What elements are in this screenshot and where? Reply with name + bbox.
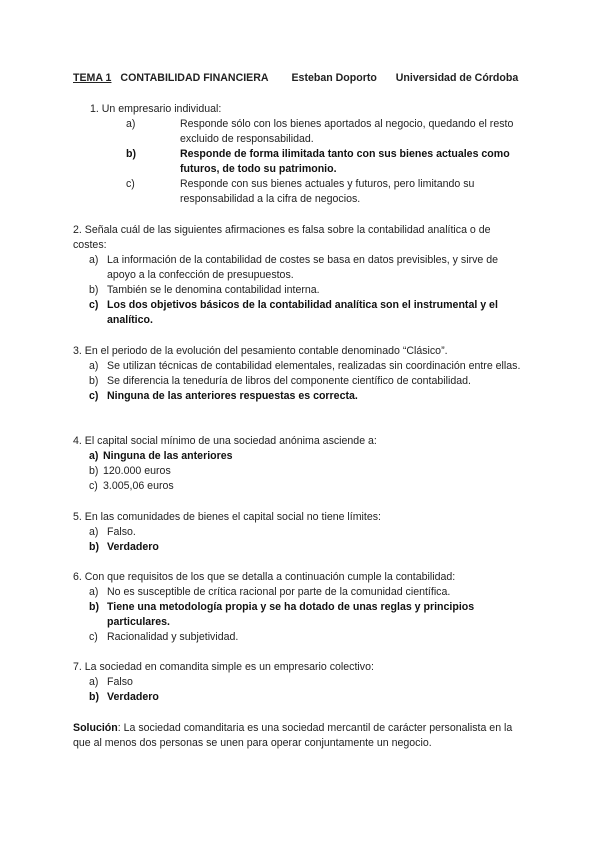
option-label: c) [126,178,135,190]
question-stem: 4. El capital social mínimo de una sociedad anónima asciende a: [73,435,377,447]
option-text: Falso [107,676,133,688]
option-text: Responde sólo con los bienes aportados al negocio, quedando el resto excluido de responsabilidad. [180,118,514,145]
option-text: 120.000 euros [103,465,171,477]
option-label: b) [89,541,99,553]
option-text: Los dos objetivos básicos de la contabilidad analítica son el instrumental y el analítico. [107,299,498,326]
option-label: c) [89,390,99,402]
option-label: a) [89,254,99,266]
option-text: Se utilizan técnicas de contabilidad elementales, realizadas sin coordinación entre ellas. [107,360,521,372]
option-c [73,479,522,494]
question-3 [73,344,522,404]
question-2 [73,223,522,328]
option-c [73,630,522,645]
option-label: a) [89,526,99,538]
option-label: c) [89,299,99,311]
option-text: Verdadero [107,691,159,703]
option-a [73,449,522,464]
option-a [73,585,522,600]
option-label: b) [126,148,136,160]
option-text: Verdadero [107,541,159,553]
option-text: Racionalidad y subjetividad. [107,631,239,643]
option-label: a) [89,586,99,598]
option-a [73,253,522,283]
option-label: c) [89,631,98,643]
option-text: La información de la contabilidad de costes se basa en datos previsibles, y sirve de apoyo a la confección de presupuestos. [107,254,499,281]
option-label: a) [126,118,136,130]
option-label: a) [89,360,99,372]
option-a [73,675,522,690]
header-subject: CONTABILIDAD FINANCIERA [120,72,269,84]
option-a [73,359,522,374]
option-c [126,177,522,207]
solution-label: Solución [73,722,118,734]
question-stem: 5. En las comunidades de bienes el capital social no tiene límites: [73,511,381,523]
question-7 [73,660,522,705]
option-text: No es susceptible de crítica racional por parte de la comunidad científica. [107,586,451,598]
option-b [73,600,522,630]
header-author: Esteban Doporto [291,72,377,84]
question-stem: 1. Un empresario individual: [90,103,222,115]
option-label: b) [89,465,99,477]
option-label: b) [89,601,99,613]
option-label: b) [89,375,99,387]
question-6 [73,570,522,645]
option-text: Tiene una metodología propia y se ha dotado de unas reglas y principios particulares. [107,601,475,628]
solution-text: : La sociedad comanditaria es una sociedad mercantil de carácter personalista en la que al menos dos personas se unen para operar conjuntamente un negocio. [73,722,513,749]
question-stem: 2. Señala cuál de las siguientes afirmaciones es falsa sobre la contabilidad analítica o de costes: [73,224,491,251]
option-a [126,117,522,147]
option-c [73,298,522,328]
option-b [73,283,522,298]
option-b [73,464,522,479]
header-university: Universidad de Córdoba [395,72,519,84]
question-stem: 3. En el periodo de la evolución del pesamiento contable denominado “Clásico”. [73,345,448,357]
option-text: 3.005,06 euros [103,480,174,492]
option-text: Responde de forma ilimitada tanto con sus bienes actuales como futuros, de todo su patrimonio. [180,148,510,175]
question-1 [90,102,522,207]
option-label: a) [89,676,99,688]
option-text: También se le denomina contabilidad interna. [107,284,320,296]
option-text: Responde con sus bienes actuales y futuros, pero limitando su responsabilidad a la cifra de negocios. [180,178,475,205]
option-text: Ninguna de las anteriores [103,450,233,462]
option-b [73,540,522,555]
question-5 [73,510,522,555]
header-tema: TEMA 1 [73,72,112,84]
option-c [73,389,522,404]
option-label: b) [89,691,99,703]
option-label: b) [89,284,99,296]
solution-paragraph [73,721,522,751]
question-stem: 6. Con que requisitos de los que se detalla a continuación cumple la contabilidad: [73,571,456,583]
option-b [73,690,522,705]
option-a [73,525,522,540]
question-stem: 7. La sociedad en comandita simple es un empresario colectivo: [73,661,374,673]
question-4 [73,434,522,494]
option-label: a) [89,450,99,462]
document-header [73,71,540,86]
option-b [126,147,522,177]
option-text: Falso. [107,526,136,538]
option-text: Se diferencia la teneduría de libros del componente científico de contabilidad. [107,375,471,387]
option-text: Ninguna de las anteriores respuestas es correcta. [107,390,358,402]
option-b [73,374,522,389]
option-label: c) [89,480,98,492]
